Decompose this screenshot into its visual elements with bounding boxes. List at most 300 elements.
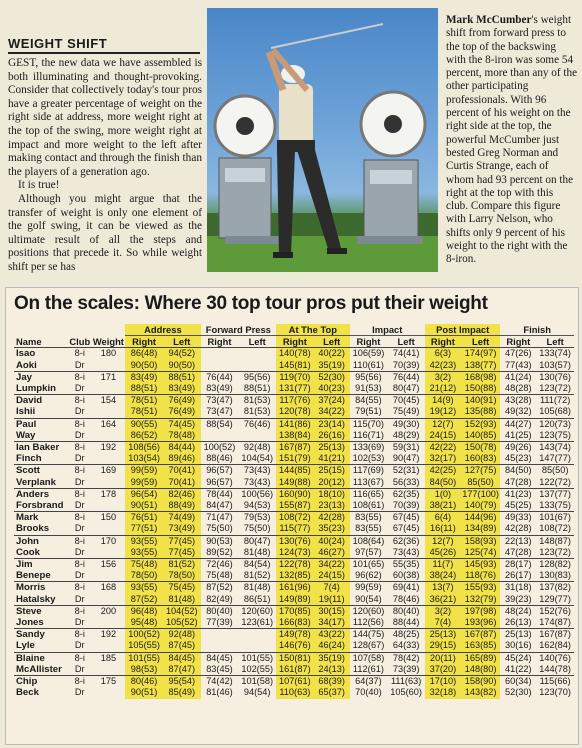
player-last-name: Hatalsky [16, 593, 56, 605]
value-cell: 168(98) [461, 371, 501, 383]
value-cell: 35(19) [314, 652, 350, 664]
value-cell [238, 348, 276, 360]
weight-cell: 178 [92, 488, 126, 500]
weight-cell [92, 547, 126, 559]
value-cell: 110(63) [276, 687, 314, 698]
value-cell: 90(55) [125, 418, 163, 430]
club-cell: 8-i [68, 488, 92, 500]
value-cell: 42(28) [505, 523, 532, 534]
value-cell: 123(61) [241, 617, 274, 628]
value-cell: 95(56) [238, 371, 276, 383]
value-cell: 35(23) [314, 523, 350, 535]
value-cell: 7(4) [314, 582, 350, 594]
value-cell: 99(59) [125, 477, 163, 489]
value-cell: 62(36) [387, 535, 425, 547]
value-cell: 90(53) [201, 535, 239, 547]
club-cell: Dr [74, 687, 85, 698]
value-cell: 12(7) [425, 535, 461, 547]
article-paragraph-3: Although you might argue that the transfer of weight is only one element of the golf swing, it can be viewed as the ultimate result of all the steps and positions that precede it. So while weight shift per se has [8, 192, 202, 273]
player-first-name: Blaine [14, 652, 68, 664]
value-cell: 127(75) [461, 465, 501, 477]
value-cell: 125(74) [461, 547, 501, 559]
player-last-name: Finch [16, 453, 42, 465]
value-cell: 90(50) [163, 360, 201, 372]
value-cell: 70(41) [163, 477, 201, 489]
column-header-left: Left [163, 336, 201, 348]
value-cell: 101(55) [125, 652, 163, 664]
value-cell: 75(49) [392, 406, 420, 417]
weight-table-body [14, 348, 574, 699]
value-cell: 30(16) [505, 640, 532, 651]
value-cell: 108(61) [352, 500, 385, 511]
value-cell: 90(54) [355, 593, 382, 604]
column-header-club: Club [69, 335, 91, 347]
player-first-name: Morris [14, 582, 68, 594]
value-cell: 55(35) [387, 559, 425, 571]
value-cell: 149(88) [276, 477, 314, 489]
value-cell: 100(52) [201, 442, 239, 454]
table-row [14, 465, 574, 477]
value-cell: 101(55) [238, 652, 276, 664]
weight-cell: 192 [92, 442, 126, 454]
value-cell: 28(17) [500, 559, 536, 571]
table-row [14, 406, 574, 418]
value-cell: 104(52) [163, 605, 201, 617]
value-cell: 81(53) [238, 395, 276, 407]
club-cell: 8-i [68, 442, 92, 454]
value-cell: 47(28) [505, 476, 532, 487]
value-cell: 19(12) [425, 406, 461, 418]
value-cell: 46(27) [314, 547, 350, 559]
column-header-left: Left [546, 336, 564, 348]
value-cell: 23(13) [314, 500, 350, 512]
value-cell: 83(55) [350, 512, 388, 524]
value-cell: 148(80) [461, 664, 501, 676]
value-cell: 99(59) [350, 582, 388, 594]
value-cell: 75(45) [163, 582, 201, 594]
weight-table [14, 324, 574, 699]
value-cell: 75(50) [243, 523, 271, 534]
table-row [14, 348, 574, 360]
weight-cell: 150 [92, 512, 126, 524]
table-row [14, 523, 574, 535]
value-cell: 152(76) [536, 605, 574, 617]
value-cell: 88(54) [201, 418, 239, 430]
value-cell: 25(15) [314, 465, 350, 477]
value-cell: 133(75) [539, 500, 571, 511]
weight-cell: 154 [92, 395, 126, 407]
value-cell: 7(4) [425, 617, 461, 629]
value-cell: 144(75) [350, 629, 388, 641]
value-cell: 94(53) [243, 500, 271, 511]
value-cell: 40(22) [314, 348, 350, 360]
weight-cell [92, 570, 126, 582]
value-cell: 41(22) [505, 663, 532, 674]
value-cell: 26(16) [314, 430, 350, 442]
value-cell: 75(50) [206, 523, 233, 534]
value-cell: 94(54) [243, 687, 271, 698]
value-cell: 130(83) [539, 570, 571, 581]
club-cell: Dr [74, 617, 85, 628]
player-last-name: Ishii [16, 406, 36, 418]
table-row [14, 535, 574, 547]
value-cell: 193(96) [461, 617, 501, 629]
value-cell: 68(39) [314, 676, 350, 688]
value-cell: 29(15) [425, 640, 461, 652]
club-cell: 8-i [68, 652, 92, 664]
value-cell: 73(43) [238, 465, 276, 477]
table-row [14, 687, 574, 698]
player-last-name: Benepe [16, 570, 51, 582]
value-cell: 140(76) [536, 652, 574, 664]
value-cell: 105(52) [163, 617, 201, 629]
value-cell: 167(87) [536, 629, 574, 641]
value-cell: 105(68) [539, 406, 571, 417]
value-cell: 87(47) [163, 664, 201, 676]
value-cell: 118(76) [461, 570, 501, 582]
value-cell: 108(56) [125, 442, 163, 454]
value-cell: 78(46) [392, 593, 420, 604]
value-cell: 60(34) [500, 676, 536, 688]
value-cell: 158(93) [461, 535, 501, 547]
group-header-impact: Impact [350, 324, 425, 336]
club-cell: Dr [74, 546, 85, 557]
value-cell: 130(76) [276, 535, 314, 547]
value-cell: 70(39) [392, 500, 420, 511]
value-cell: 88(51) [163, 371, 201, 383]
value-cell: 84(45) [201, 652, 239, 664]
group-header-address: Address [125, 324, 200, 336]
value-cell: 13(7) [425, 582, 461, 594]
value-cell: 78(44) [201, 488, 239, 500]
table-row [14, 395, 574, 407]
value-cell: 167(87) [461, 629, 501, 641]
value-cell: 87(52) [125, 594, 163, 606]
table-row [14, 383, 574, 395]
value-cell: 94(52) [163, 348, 201, 360]
club-cell: Dr [74, 429, 85, 440]
weight-cell: 180 [92, 348, 126, 360]
value-cell: 120(73) [536, 418, 574, 430]
value-cell: 141(86) [276, 418, 314, 430]
value-cell: 76(49) [163, 395, 201, 407]
value-cell: 39(23) [505, 593, 532, 604]
value-cell: 138(84) [276, 430, 314, 442]
value-cell: 128(67) [352, 640, 385, 651]
value-cell: 96(62) [355, 570, 382, 581]
value-cell: 99(59) [125, 465, 163, 477]
value-cell: 47(28) [505, 546, 532, 557]
value-cell: 16(11) [425, 523, 461, 535]
value-cell: 84(47) [206, 500, 233, 511]
table-row [14, 582, 574, 594]
value-cell: 38(21) [425, 500, 461, 512]
value-cell: 144(96) [461, 512, 501, 524]
value-cell: 158(90) [461, 676, 501, 688]
value-cell: 52(31) [387, 465, 425, 477]
value-cell: 26(17) [505, 570, 532, 581]
value-cell: 20(11) [425, 652, 461, 664]
value-cell: 111(72) [536, 395, 574, 407]
value-cell: 84(50) [500, 465, 536, 477]
value-cell: 151(79) [276, 453, 314, 465]
value-cell: 100(56) [238, 488, 276, 500]
value-cell: 79(53) [238, 512, 276, 524]
value-cell: 137(82) [536, 582, 574, 594]
club-cell: Dr [74, 406, 85, 417]
club-cell: 8-i [68, 605, 92, 617]
weight-cell [92, 453, 126, 465]
value-cell: 41(24) [500, 371, 536, 383]
value-cell: 3(2) [425, 605, 461, 617]
value-cell: 130(76) [536, 371, 574, 383]
value-cell [201, 360, 239, 372]
weight-cell [92, 477, 126, 489]
value-cell: 14(9) [425, 395, 461, 407]
table-row [14, 418, 574, 430]
value-cell: 145(81) [276, 360, 314, 372]
value-cell: 97(57) [355, 546, 382, 557]
player-last-name: Verplank [16, 476, 56, 488]
value-cell: 44(27) [500, 418, 536, 430]
value-cell: 84(55) [350, 395, 388, 407]
weight-table-box [5, 287, 579, 745]
caption-name: Mark McCumber [446, 14, 532, 26]
club-cell: Dr [74, 500, 85, 511]
value-cell: 35(19) [314, 360, 350, 372]
value-cell: 80(47) [238, 535, 276, 547]
value-cell: 20(12) [314, 477, 350, 489]
player-first-name: Mark [14, 512, 68, 524]
weight-cell [92, 664, 126, 676]
value-cell: 161(96) [276, 582, 314, 594]
weight-cell: 200 [92, 605, 126, 617]
value-cell: 73(47) [206, 406, 233, 417]
player-last-name: Cook [16, 546, 40, 558]
value-cell: 1(0) [425, 488, 461, 500]
value-cell: 73(43) [243, 476, 271, 487]
value-cell: 70(40) [355, 687, 382, 698]
value-cell: 144(85) [276, 465, 314, 477]
value-cell: 101(65) [350, 559, 388, 571]
value-cell: 34(22) [314, 406, 350, 418]
value-cell: 87(52) [201, 582, 239, 594]
value-cell: 49(33) [500, 512, 536, 524]
table-row [14, 605, 574, 617]
table-row [14, 676, 574, 688]
club-cell: 8-i [68, 559, 92, 571]
column-header-right: Right [207, 336, 232, 348]
value-cell: 76(44) [387, 371, 425, 383]
value-cell: 70(41) [163, 465, 201, 477]
article-paragraph-1: GEST, the new data we have assembled is both illuminating and thought-provoking. Consider that collectively today's tour pros have a greater percentage of weight on the right side at address, more weight right at the top of the swing, more weight right at impact and more weight to the left after making contact and through the finish than the players of a generation ago. [8, 57, 202, 178]
value-cell: 45(24) [500, 652, 536, 664]
club-cell: 8-i [68, 512, 92, 524]
value-cell: 72(46) [201, 559, 239, 571]
value-cell: 24(15) [314, 570, 350, 582]
value-cell: 123(72) [539, 546, 571, 557]
value-cell: 86(51) [243, 593, 271, 604]
value-cell: 40(24) [314, 535, 350, 547]
value-cell: 76(51) [125, 512, 163, 524]
club-cell: Dr [74, 523, 85, 534]
value-cell: 56(33) [392, 476, 420, 487]
value-cell: 48(25) [387, 629, 425, 641]
value-cell: 49(30) [387, 418, 425, 430]
value-cell: 74(45) [163, 418, 201, 430]
value-cell: 36(21) [425, 594, 461, 606]
value-cell: 116(65) [350, 488, 388, 500]
value-cell: 92(48) [238, 442, 276, 454]
player-last-name: Lyle [16, 640, 35, 652]
value-cell: 81(52) [243, 570, 271, 581]
value-cell: 77(45) [163, 547, 201, 559]
table-row [14, 594, 574, 606]
weight-cell: 175 [92, 676, 126, 688]
value-cell: 52(30) [314, 371, 350, 383]
value-cell: 133(74) [536, 348, 574, 360]
value-cell: 110(61) [352, 359, 384, 370]
player-first-name: Paul [14, 418, 68, 430]
weight-cell [92, 687, 126, 698]
value-cell: 64(37) [350, 676, 388, 688]
player-first-name: Steve [14, 605, 68, 617]
weight-cell [92, 617, 126, 629]
value-cell: 90(50) [125, 360, 163, 372]
value-cell: 74(42) [201, 676, 239, 688]
value-cell: 49(32) [505, 406, 532, 417]
value-cell: 105(55) [125, 640, 163, 652]
value-cell: 117(76) [276, 395, 314, 407]
value-cell: 6(3) [425, 348, 461, 360]
value-cell: 42(23) [425, 360, 461, 372]
value-cell: 77(51) [125, 523, 163, 535]
player-first-name: Jim [14, 559, 68, 571]
value-cell: 90(47) [392, 453, 420, 464]
value-cell: 86(48) [125, 348, 163, 360]
value-cell: 144(78) [539, 663, 571, 674]
club-cell: Dr [74, 593, 85, 604]
value-cell: 18(10) [314, 488, 350, 500]
value-cell: 128(82) [536, 559, 574, 571]
value-cell: 112(56) [352, 617, 384, 628]
value-cell: 64(33) [392, 640, 420, 651]
value-cell: 89(52) [206, 546, 233, 557]
value-cell: 11(7) [425, 559, 461, 571]
table-row [14, 453, 574, 465]
club-cell: Dr [74, 359, 85, 370]
value-cell: 150(78) [461, 442, 501, 454]
value-cell: 88(46) [206, 453, 233, 464]
table-row [14, 477, 574, 489]
value-cell: 113(67) [352, 476, 384, 487]
golfer-photo [207, 8, 438, 272]
table-title: On the scales: Where 30 top tour pros put their weight [14, 293, 488, 314]
value-cell: 47(26) [500, 348, 536, 360]
table-row [14, 547, 574, 559]
value-cell: 170(85) [276, 605, 314, 617]
weight-cell: 156 [92, 559, 126, 571]
value-cell: 88(51) [125, 383, 163, 395]
weight-cell [92, 500, 126, 512]
club-cell: 8-i [68, 348, 92, 360]
value-cell: 21(12) [425, 383, 461, 395]
player-first-name: Chip [14, 676, 68, 688]
value-cell: 115(66) [536, 676, 574, 688]
value-cell: 120(60) [350, 605, 388, 617]
value-cell: 80(46) [125, 676, 163, 688]
value-cell: 52(30) [505, 687, 532, 698]
table-row [14, 664, 574, 676]
value-cell: 81(48) [238, 582, 276, 594]
value-cell [238, 360, 276, 372]
value-cell: 150(88) [461, 383, 501, 395]
value-cell: 12(7) [425, 418, 461, 430]
value-cell: 45(25) [505, 500, 532, 511]
value-cell: 67(45) [392, 523, 420, 534]
table-row [14, 500, 574, 512]
column-header-weight: Weight [92, 335, 124, 347]
value-cell: 65(37) [314, 687, 350, 698]
club-cell: Dr [74, 476, 85, 487]
value-cell: 76(44) [201, 371, 239, 383]
value-cell: 78(50) [163, 570, 201, 582]
table-row [14, 652, 574, 664]
column-header-left: Left [397, 336, 415, 348]
weight-cell [92, 360, 126, 372]
value-cell: 138(77) [461, 360, 501, 372]
value-cell: 19(11) [314, 594, 350, 606]
value-cell: 48(24) [500, 605, 536, 617]
value-cell: 177(100) [462, 488, 499, 499]
value-cell: 103(54) [125, 453, 163, 465]
table-row [14, 629, 574, 641]
value-cell: 25(13) [314, 442, 350, 454]
table-row [14, 442, 574, 454]
column-header-left: Left [461, 336, 501, 348]
value-cell: 123(75) [539, 429, 571, 440]
value-cell [201, 430, 239, 442]
value-cell: 93(55) [125, 547, 163, 559]
column-header-name: Name [16, 335, 42, 347]
value-cell: 137(77) [536, 488, 574, 500]
value-cell: 87(45) [163, 640, 201, 652]
value-cell: 37(20) [425, 664, 461, 676]
weight-cell: 185 [92, 652, 126, 664]
player-last-name: Way [16, 429, 36, 441]
value-cell: 59(31) [387, 442, 425, 454]
value-cell: 116(71) [352, 429, 384, 440]
value-cell: 34(17) [314, 617, 350, 629]
value-cell: 81(53) [243, 406, 271, 417]
table-row [14, 559, 574, 571]
table-row [14, 371, 574, 383]
player-last-name: Beck [16, 687, 39, 699]
club-cell: 8-i [68, 582, 92, 594]
value-cell: 104(54) [241, 453, 274, 464]
table-row [14, 360, 574, 372]
value-cell: 120(78) [276, 406, 314, 418]
value-cell: 135(88) [461, 406, 501, 418]
club-cell: Dr [74, 640, 85, 651]
value-cell: 115(77) [276, 523, 314, 535]
value-cell: 149(78) [276, 629, 314, 641]
value-cell: 78(50) [125, 570, 163, 582]
column-header-right: Right [425, 336, 461, 348]
value-cell: 43(22) [314, 629, 350, 641]
section-rule [8, 52, 200, 54]
club-cell: Dr [74, 570, 85, 581]
